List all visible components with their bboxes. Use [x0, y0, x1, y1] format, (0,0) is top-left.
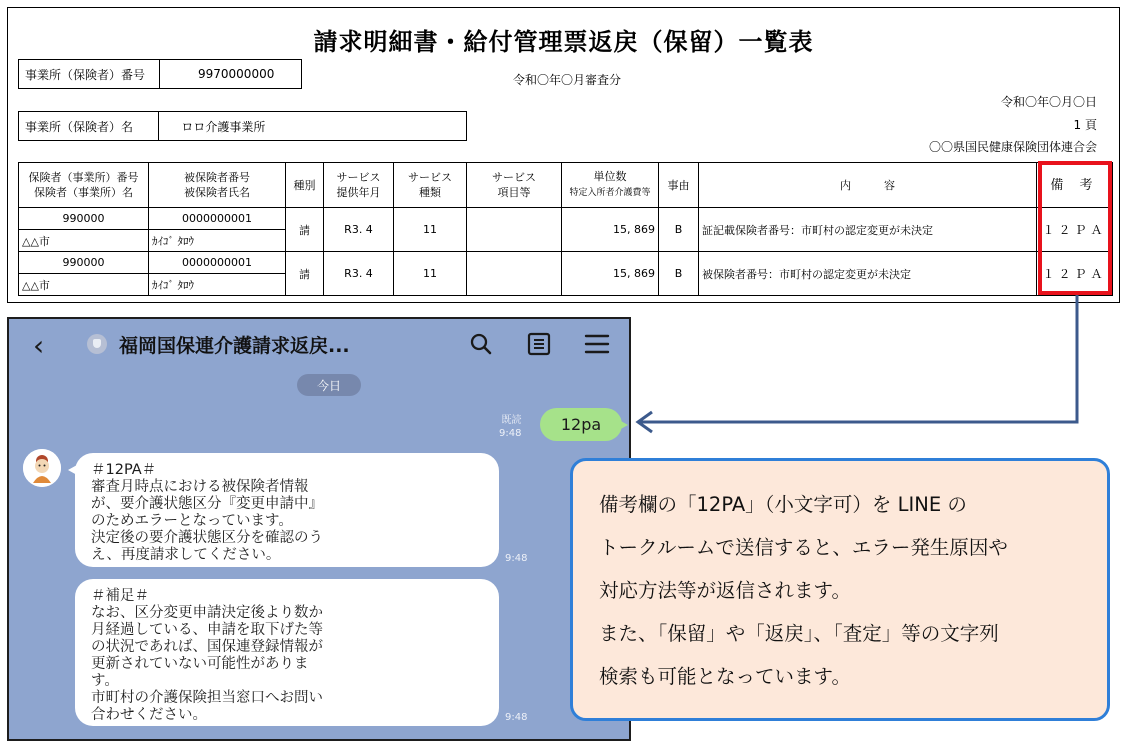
header-kind: 種別 [286, 163, 324, 208]
office-name-box [18, 111, 467, 141]
sent-message-bubble[interactable]: 12pa [540, 408, 622, 441]
table-row [19, 208, 1113, 230]
service-month-cell: R3. 4 [324, 252, 394, 296]
claim-return-document [7, 7, 1120, 303]
explanation-callout [570, 458, 1110, 721]
callout-line: 検索も可能となっています。 [599, 665, 851, 688]
kind-cell: 請 [286, 252, 324, 296]
reply-bubble-error-info[interactable]: ＃12PA＃ 審査月時点における被保険者情報 が、要介護状態区分『変更申請中』 のためエラーとなっています。 決定後の要介護状態区分を確認のう え、再度請求してください。 [75, 453, 499, 567]
search-icon[interactable] [468, 331, 494, 357]
reason-cell: B [659, 208, 699, 252]
review-period: 令和〇年〇月審査分 [513, 73, 622, 87]
service-type-cell: 11 [394, 208, 467, 252]
header-remarks: 備 考 [1037, 163, 1113, 208]
header-units: 単位数 特定入所者介護費等 [562, 163, 659, 208]
line-chat-window [7, 317, 631, 741]
reply-bubble-supplement[interactable]: ＃補足＃ なお、区分変更申請決定後より数か 月経過している、申請を取下げた等 の状況であれば、国保連登録情報が 更新されていない可能性がありま す。 市町村の介護保険担当窓口へお問い 合わせください。 [75, 579, 499, 726]
callout-line: トークルームで送信すると、エラー発生原因や [599, 536, 1008, 559]
claims-table [18, 162, 1113, 296]
chat-title: 福岡国保連介護請求返戻... [119, 335, 350, 357]
insured-number-cell: 0000000001 [149, 252, 286, 274]
service-item-cell [467, 208, 562, 252]
office-number-box [18, 59, 302, 89]
avatar [23, 449, 61, 487]
sent-time: 9:48 [499, 428, 522, 439]
callout-line: 対応方法等が返信されます。 [599, 579, 851, 602]
office-name-value: ロロ介護事業所 [181, 119, 266, 134]
page-number: 1 頁 [1073, 118, 1097, 132]
office-number-label: 事業所（保険者）番号 [19, 60, 160, 88]
office-name-label: 事業所（保険者）名 [19, 112, 159, 140]
remarks-highlight-box [1038, 161, 1112, 295]
content-cell: 被保険者番号：市町村の認定変更が未決定 [699, 252, 1037, 296]
federation-name: 〇〇県国民健康保険団体連合会 [928, 140, 1097, 154]
reply-time: 9:48 [505, 712, 528, 723]
header-insurer: 保険者（事業所）番号 保険者（事業所）名 [19, 163, 149, 208]
reply-time: 9:48 [505, 553, 528, 564]
shield-icon [87, 334, 107, 354]
notes-icon[interactable] [526, 331, 552, 357]
insurer-number-cell: 990000 [19, 252, 149, 274]
header-content: 内 容 [699, 163, 1037, 208]
service-month-cell: R3. 4 [324, 208, 394, 252]
menu-icon[interactable] [583, 331, 611, 357]
remarks-cell: １２ＰＡ [1037, 208, 1113, 252]
service-type-cell: 11 [394, 252, 467, 296]
insured-name-cell: ｶｲｺﾞ ﾀﾛｳ [149, 230, 286, 252]
date-divider: 今日 [297, 374, 361, 396]
insured-number-cell: 0000000001 [149, 208, 286, 230]
header-service-item: サービス 項目等 [467, 163, 562, 208]
remarks-cell: １２ＰＡ [1037, 252, 1113, 296]
chat-header [9, 319, 629, 369]
content-cell: 証記載保険者番号：市町村の認定変更が未決定 [699, 208, 1037, 252]
header-service-month: サービス 提供年月 [324, 163, 394, 208]
units-cell: 15, 869 [562, 208, 659, 252]
header-service-type: サービス 種類 [394, 163, 467, 208]
kind-cell: 請 [286, 208, 324, 252]
table-row [19, 252, 1113, 274]
office-number-value: 9970000000 [198, 67, 275, 81]
issue-date: 令和〇年〇月〇日 [1000, 95, 1097, 109]
insurer-number-cell: 990000 [19, 208, 149, 230]
header-reason: 事由 [659, 163, 699, 208]
callout-line: 備考欄の「12PA」（小文字可）を LINE の [599, 493, 967, 516]
insurer-name-cell: △△市 [19, 274, 149, 296]
units-cell: 15, 869 [562, 252, 659, 296]
callout-line: また、「保留」や「返戻」、「査定」等の文字列 [599, 622, 999, 645]
read-receipt [499, 414, 521, 440]
table-header-row [19, 163, 1113, 208]
service-item-cell [467, 252, 562, 296]
reason-cell: B [659, 252, 699, 296]
header-insured: 被保険者番号 被保険者氏名 [149, 163, 286, 208]
back-icon[interactable]: ‹ [33, 329, 45, 362]
insurer-name-cell: △△市 [19, 230, 149, 252]
insured-name-cell: ｶｲｺﾞ ﾀﾛｳ [149, 274, 286, 296]
read-status: 既読 [501, 415, 522, 426]
document-title: 請求明細書・給付管理票返戻（保留）一覧表 [313, 28, 814, 56]
